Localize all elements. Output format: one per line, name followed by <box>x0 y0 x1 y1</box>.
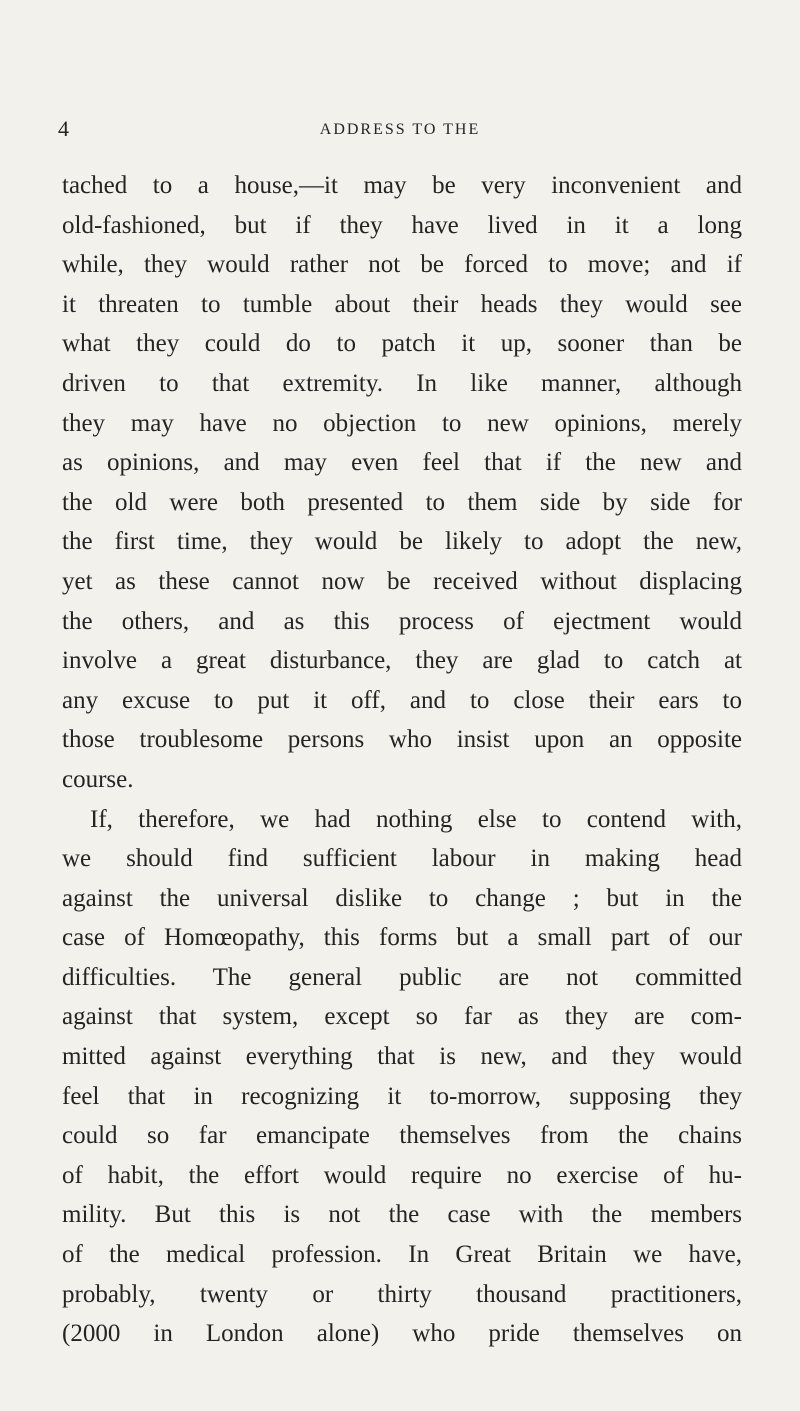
text-line: any excuse to put it off, and to close their ears to <box>62 686 742 714</box>
text-line: of the medical profession. In Great Britain we have, <box>62 1241 742 1269</box>
text-line: mility. But this is not the case with the members <box>62 1201 742 1229</box>
text-line: mitted against everything that is new, and they would <box>62 1043 742 1071</box>
text-line: (2000 in London alone) who pride themselves on <box>62 1320 742 1348</box>
text-line: against the universal dislike to change ; but in the <box>62 884 742 912</box>
text-line: it threaten to tumble about their heads they would see <box>62 290 742 318</box>
text-line: tached to a house,—it may be very inconvenient and <box>62 172 742 199</box>
text-line: the old were both presented to them side by side for <box>62 488 742 516</box>
text-line: the others, and as this process of ejectment would <box>62 607 742 635</box>
text-line: feel that in recognizing it to-morrow, supposing they <box>62 1082 742 1110</box>
text-line: we should find sufficient labour in making head <box>62 845 742 873</box>
paragraph-first-line: If, therefore, we had nothing else to contend with, <box>90 805 742 833</box>
text-line: course. <box>62 765 134 793</box>
text-line: old-fashioned, but if they have lived in it a long <box>62 211 742 239</box>
text-line: those troublesome persons who insist upon an opposite <box>62 726 742 754</box>
text-line: they may have no objection to new opinions, merely <box>62 409 742 437</box>
text-line: difficulties. The general public are not committed <box>62 963 742 991</box>
text-line: could so far emancipate themselves from the chains <box>62 1122 742 1150</box>
text-line: probably, twenty or thirty thousand practitioners, <box>62 1280 742 1308</box>
text-line: the first time, they would be likely to adopt the new, <box>62 528 742 556</box>
text-line: while, they would rather not be forced to move; and if <box>62 251 742 279</box>
running-head <box>0 116 800 146</box>
text-line: driven to that extremity. In like manner, although <box>62 369 742 397</box>
text-line: case of Homœopathy, this forms but a small part of our <box>62 924 742 952</box>
text-line: involve a great disturbance, they are glad to catch at <box>62 647 742 675</box>
running-head-title: ADDRESS TO THE <box>319 121 481 138</box>
page-number: 4 <box>58 116 69 141</box>
body-text <box>62 166 742 1354</box>
text-line: of habit, the effort would require no exercise of hu- <box>62 1161 742 1189</box>
text-line: what they could do to patch it up, sooner than be <box>62 330 742 358</box>
text-line: yet as these cannot now be received without displacing <box>62 567 742 595</box>
text-line: as opinions, and may even feel that if the new and <box>62 449 742 477</box>
text-line: against that system, except so far as they are com- <box>62 1003 742 1031</box>
